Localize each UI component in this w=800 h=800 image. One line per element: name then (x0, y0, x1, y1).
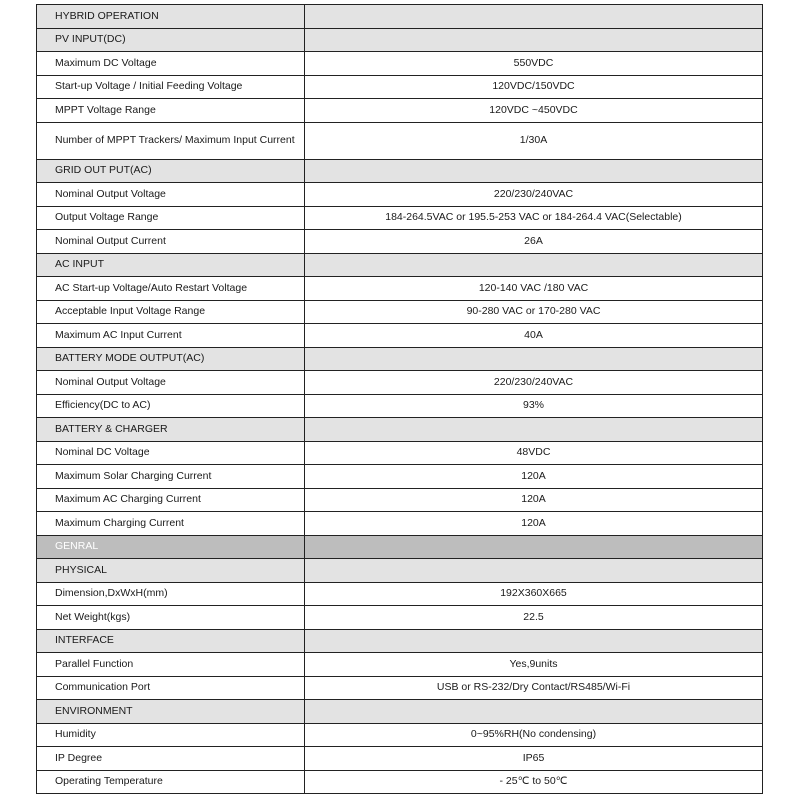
spec-row-parallel-function (37, 653, 763, 677)
section-header-battery-mode-output-ac (37, 347, 763, 371)
section-title: BATTERY & CHARGER (37, 418, 305, 442)
spec-label: Humidity (37, 723, 305, 747)
spec-value: USB or RS-232/Dry Contact/RS485/Wi-Fi (305, 676, 763, 700)
section-title: PV INPUT(DC) (37, 28, 305, 52)
spec-value: 220/230/240VAC (305, 371, 763, 395)
spec-row-communication-port (37, 676, 763, 700)
section-filler (305, 629, 763, 653)
spec-value: 120VDC ~450VDC (305, 99, 763, 123)
section-filler (305, 700, 763, 724)
section-header-genral (37, 535, 763, 559)
spec-label: Maximum Charging Current (37, 512, 305, 536)
spec-value: 1/30A (305, 122, 763, 159)
section-filler (305, 347, 763, 371)
spec-label: Maximum DC Voltage (37, 52, 305, 76)
spec-row-mppt-voltage-range (37, 99, 763, 123)
spec-value: 192X360X665 (305, 582, 763, 606)
section-title: PHYSICAL (37, 559, 305, 583)
section-header-interface (37, 629, 763, 653)
spec-row-maximum-solar-charging-current (37, 465, 763, 489)
section-title: BATTERY MODE OUTPUT(AC) (37, 347, 305, 371)
spec-value: Yes,9units (305, 653, 763, 677)
spec-row-acceptable-input-voltage-range (37, 300, 763, 324)
spec-label: Acceptable Input Voltage Range (37, 300, 305, 324)
spec-table (36, 4, 763, 794)
section-title: ENVIRONMENT (37, 700, 305, 724)
spec-value: 48VDC (305, 441, 763, 465)
spec-label: AC Start-up Voltage/Auto Restart Voltage (37, 277, 305, 301)
section-header-environment (37, 700, 763, 724)
spec-row-nominal-output-current (37, 230, 763, 254)
spec-label: Parallel Function (37, 653, 305, 677)
section-filler (305, 253, 763, 277)
spec-row-net-weight-kgs (37, 606, 763, 630)
spec-value: 120VDC/150VDC (305, 75, 763, 99)
spec-value: - 25℃ to 50℃ (305, 770, 763, 794)
spec-label: Dimension,DxWxH(mm) (37, 582, 305, 606)
spec-row-ip-degree (37, 747, 763, 771)
spec-label: Maximum AC Charging Current (37, 488, 305, 512)
spec-label: Start-up Voltage / Initial Feeding Voltage (37, 75, 305, 99)
spec-row-nominal-output-voltage (37, 371, 763, 395)
spec-label: Nominal Output Current (37, 230, 305, 254)
section-header-pv-input-dc (37, 28, 763, 52)
spec-label: Communication Port (37, 676, 305, 700)
section-header-battery-charger (37, 418, 763, 442)
spec-row-maximum-ac-charging-current (37, 488, 763, 512)
spec-value: 90-280 VAC or 170-280 VAC (305, 300, 763, 324)
section-title: GENRAL (37, 535, 305, 559)
spec-row-ac-start-up-voltage-auto-restart-voltage (37, 277, 763, 301)
spec-row-maximum-charging-current (37, 512, 763, 536)
section-filler (305, 535, 763, 559)
section-title: AC INPUT (37, 253, 305, 277)
spec-value: 26A (305, 230, 763, 254)
spec-row-efficiency-dc-to-ac (37, 394, 763, 418)
section-header-physical (37, 559, 763, 583)
spec-row-nominal-dc-voltage (37, 441, 763, 465)
spec-row-maximum-dc-voltage (37, 52, 763, 76)
section-filler (305, 418, 763, 442)
spec-label: Output Voltage Range (37, 206, 305, 230)
spec-row-number-of-mppt-trackers-maximum-input-current (37, 122, 763, 159)
spec-row-dimension-dxwxh-mm (37, 582, 763, 606)
spec-label: Operating Temperature (37, 770, 305, 794)
spec-label: Efficiency(DC to AC) (37, 394, 305, 418)
spec-row-maximum-ac-input-current (37, 324, 763, 348)
section-filler (305, 159, 763, 183)
spec-label: Nominal DC Voltage (37, 441, 305, 465)
spec-value: 220/230/240VAC (305, 183, 763, 207)
section-title: INTERFACE (37, 629, 305, 653)
spec-value: 120A (305, 465, 763, 489)
section-filler (305, 5, 763, 29)
spec-row-output-voltage-range (37, 206, 763, 230)
section-header-hybrid-operation (37, 5, 763, 29)
spec-row-operating-temperature (37, 770, 763, 794)
spec-label: MPPT Voltage Range (37, 99, 305, 123)
section-filler (305, 28, 763, 52)
spec-value: 40A (305, 324, 763, 348)
spec-row-humidity (37, 723, 763, 747)
spec-value: 22.5 (305, 606, 763, 630)
spec-label: Net Weight(kgs) (37, 606, 305, 630)
spec-label: IP Degree (37, 747, 305, 771)
spec-row-start-up-voltage-initial-feeding-voltage (37, 75, 763, 99)
spec-value: 184-264.5VAC or 195.5-253 VAC or 184-264.4 VAC(Selectable) (305, 206, 763, 230)
section-title: GRID OUT PUT(AC) (37, 159, 305, 183)
spec-value: 120-140 VAC /180 VAC (305, 277, 763, 301)
spec-label: Nominal Output Voltage (37, 183, 305, 207)
section-filler (305, 559, 763, 583)
spec-value: IP65 (305, 747, 763, 771)
section-header-ac-input (37, 253, 763, 277)
spec-row-nominal-output-voltage (37, 183, 763, 207)
spec-table-body (37, 5, 763, 794)
spec-value: 93% (305, 394, 763, 418)
spec-value: 120A (305, 512, 763, 536)
spec-value: 550VDC (305, 52, 763, 76)
spec-label: Maximum Solar Charging Current (37, 465, 305, 489)
spec-value: 120A (305, 488, 763, 512)
section-header-grid-out-put-ac (37, 159, 763, 183)
spec-label: Nominal Output Voltage (37, 371, 305, 395)
spec-label: Number of MPPT Trackers/ Maximum Input Current (37, 122, 305, 159)
spec-label: Maximum AC Input Current (37, 324, 305, 348)
spec-value: 0~95%RH(No condensing) (305, 723, 763, 747)
section-title: HYBRID OPERATION (37, 5, 305, 29)
